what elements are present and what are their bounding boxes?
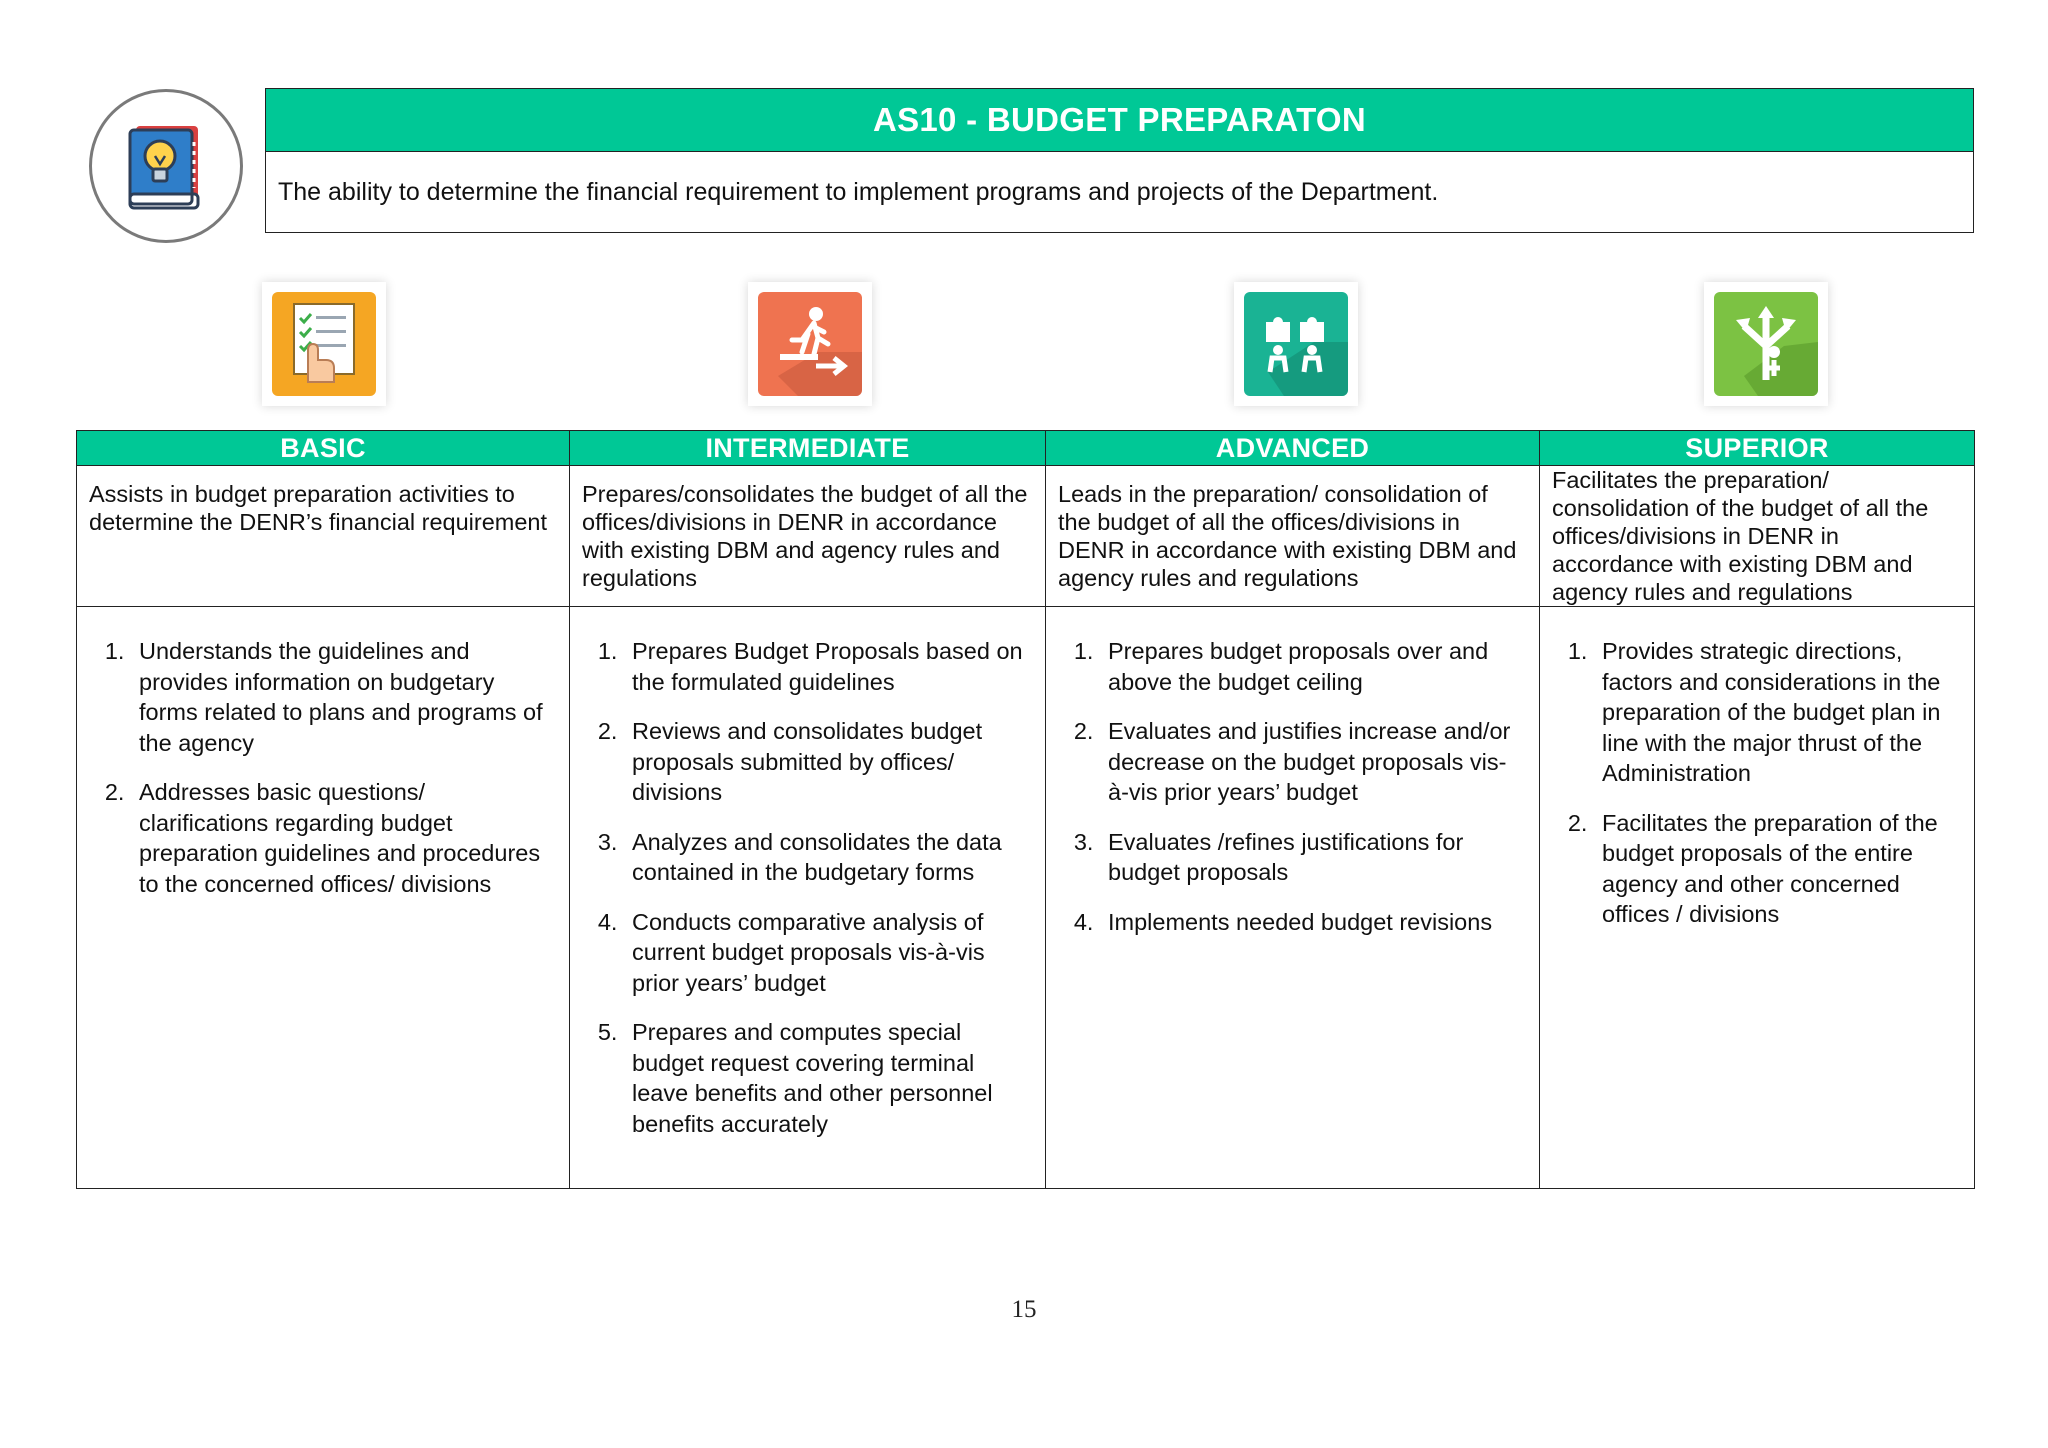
list-item: 3. Evaluates /refines justifications for budget proposals: [1100, 827, 1525, 888]
list-item: 4. Conducts comparative analysis of current budget proposals vis-à-vis prior years’ budget: [624, 907, 1031, 999]
advanced-behavior-list: [1046, 607, 1539, 937]
list-item: 2. Addresses basic questions/ clarifications regarding budget preparation guidelines and procedures to the concerned offices/ divisions: [131, 777, 555, 899]
level-header-advanced: ADVANCED: [1046, 431, 1540, 466]
list-item: 5. Prepares and computes special budget request covering terminal leave benefits and other personnel benefits accurately: [624, 1017, 1031, 1139]
level-header-row: [77, 431, 1975, 466]
superior-behaviors: [1540, 607, 1975, 1189]
basic-description: Assists in budget preparation activities to determine the DENR’s financial requirement: [77, 466, 570, 607]
superior-level-icon: [1704, 282, 1828, 406]
list-item: 1. Prepares budget proposals over and above the budget ceiling: [1100, 636, 1525, 697]
level-behaviors-row: [77, 607, 1975, 1189]
intermediate-description: Prepares/consolidates the budget of all the offices/divisions in DENR in accordance with existing DBM and agency rules and regulations: [570, 466, 1046, 607]
basic-behaviors: [77, 607, 570, 1189]
competency-logo: [89, 89, 243, 243]
person-climbing-step-icon: [758, 292, 862, 396]
basic-level-icon: [262, 282, 386, 406]
page-number: 15: [1011, 1296, 1037, 1323]
checklist-hand-icon: [272, 292, 376, 396]
list-item: 1. Prepares Budget Proposals based on the formulated guidelines: [624, 636, 1031, 697]
advanced-level-icon: [1234, 282, 1358, 406]
level-header-superior: SUPERIOR: [1540, 431, 1975, 466]
competency-description: The ability to determine the financial requirement to implement programs and projects of the Department.: [278, 178, 1439, 206]
list-item: 2. Evaluates and justifies increase and/or decrease on the budget proposals vis-à-vis prior years’ budget: [1100, 716, 1525, 808]
intermediate-behavior-list: [570, 607, 1045, 1139]
superior-behavior-list: [1540, 607, 1974, 930]
advanced-behaviors: [1046, 607, 1540, 1189]
people-puzzle-icon: [1244, 292, 1348, 396]
level-header-basic: BASIC: [77, 431, 570, 466]
level-header-intermediate: INTERMEDIATE: [570, 431, 1046, 466]
list-item: 1. Provides strategic directions, factors and considerations in the preparation of the budget plan in line with the major thrust of the Administration: [1594, 636, 1960, 789]
proficiency-levels-table: [76, 430, 1975, 1189]
competency-header: [265, 88, 1974, 233]
basic-behavior-list: [77, 607, 569, 899]
advanced-description: Leads in the preparation/ consolidation of the budget of all the offices/divisions in DENR in accordance with existing DBM and agency rules and regulations: [1046, 466, 1540, 607]
competency-title: AS10 - BUDGET PREPARATON: [266, 89, 1973, 152]
intermediate-level-icon: [748, 282, 872, 406]
intermediate-behaviors: [570, 607, 1046, 1189]
list-item: 2. Reviews and consolidates budget proposals submitted by offices/ divisions: [624, 716, 1031, 808]
list-item: 2. Facilitates the preparation of the budget proposals of the entire agency and other concerned offices / divisions: [1594, 808, 1960, 930]
lightbulb-book-icon: [108, 108, 224, 224]
list-item: 1. Understands the guidelines and provides information on budgetary forms related to plans and programs of the agency: [131, 636, 555, 758]
superior-description: Facilitates the preparation/ consolidation of the budget of all the offices/divisions in DENR in accordance with existing DBM and agency rules and regulations: [1540, 466, 1975, 607]
list-item: 3. Analyzes and consolidates the data contained in the budgetary forms: [624, 827, 1031, 888]
person-crossroads-icon: [1714, 292, 1818, 396]
level-description-row: [77, 466, 1975, 607]
list-item: 4. Implements needed budget revisions: [1100, 907, 1525, 938]
